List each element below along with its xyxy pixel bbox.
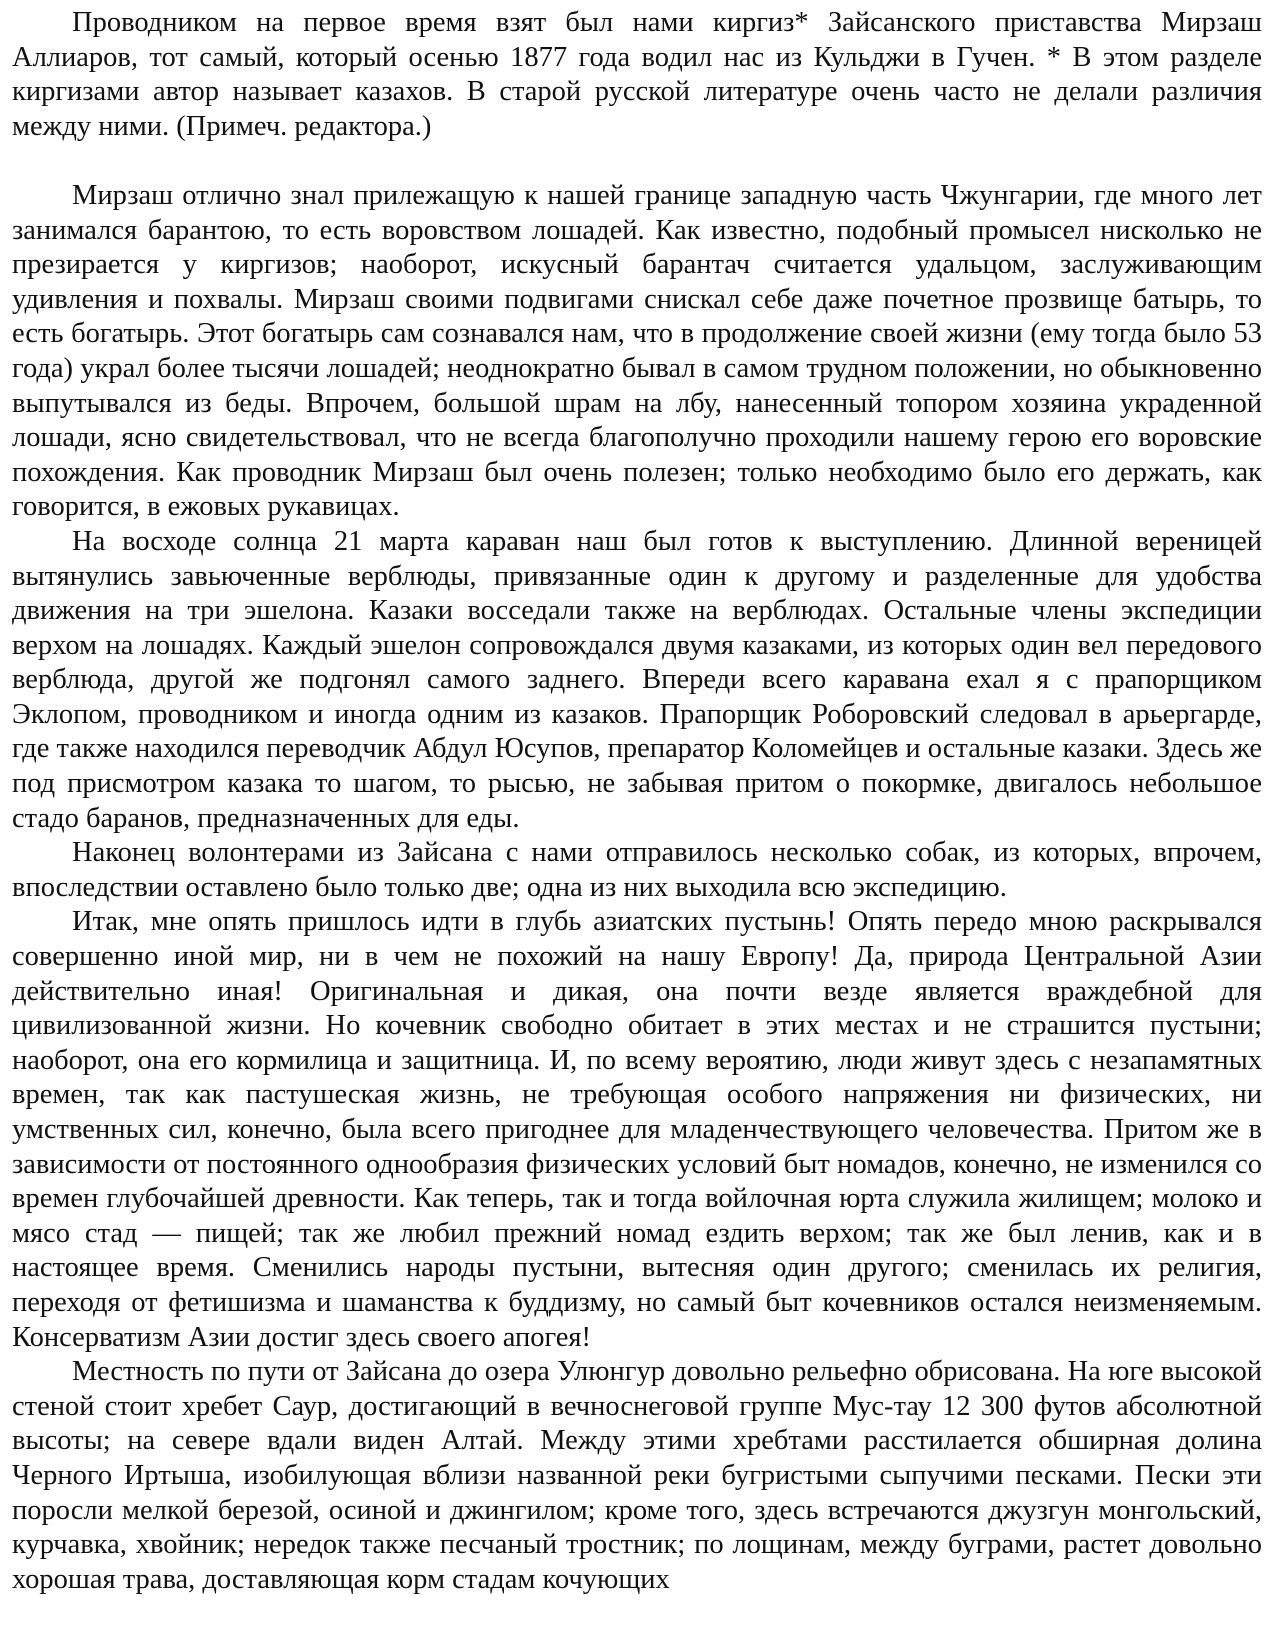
paragraph-2: Мирзаш отлично знал прилежащую к нашей границе западную часть Чжунгарии, где много лет занимался барантою, то есть воровством лошадей. Как известно, подобный промысел нисколько не презирается у киргизов; наоборот, искусный барантач считается удальцом, заслуживающим удивления и похвалы. Мирзаш своими подвигами снискал себе даже почетное прозвище батырь, то есть богатырь. Этот богатырь сам сознавался нам, что в продолжение своей жизни (ему тогда было 53 года) украл более тысячи лошадей; неоднократно бывал в самом трудном положении, но обыкновенно выпутывался из беды. Впрочем, большой шрам на лбу, нанесенный топором хозяина украденной лошади, ясно свидетельствовал, что не всегда благополучно проходили нашему герою его воровские похождения. Как проводник Мирзаш был очень полезен; только необходимо было его держать, как говорится, в ежовых рукавицах.	[12, 179, 1262, 523]
paragraph-5: Итак, мне опять пришлось идти в глубь азиатских пустынь! Опять передо мною раскрывался совершенно иной мир, ни в чем не похожий на нашу Европу! Да, природа Центральной Азии действительно иная! Оригинальная и дикая, она почти везде является враждебной для цивилизованной жизни. Но кочевник свободно обитает в этих местах и не страшится пустыни; наоборот, она его кормилица и защитница. И, по всему вероятию, люди живут здесь с незапамятных времен, так как пастушеская жизнь, не требующая особого напряжения ни физических, ни умственных сил, конечно, была всего пригоднее для младенчествующего человечества. Притом же в зависимости от постоянного однообразия физических условий быт номадов, конечно, не изменился со времен глубочайшей древности. Как теперь, так и тогда войлочная юрта служила жилищем; молоко и мясо стад — пищей; так же любил прежний номад ездить верхом; так же был ленив, как и в настоящее время. Сменились народы пустыни, вытесняя один другого; сменилась их религия, переходя от фетишизма и шаманства к буддизму, но самый быт кочевников остался неизменяемым. Консерватизм Азии достиг здесь своего апогея!	[12, 906, 1262, 1353]
paragraph-1: Проводником на первое время взят был нами киргиз* Зайсанского приставства Мирзаш Аллиаров, тот самый, который осенью 1877 года водил нас из Кульджи в Гучен. * В этом разделе киргизами автор называет казахов. В старой русской литературе очень часто не делали различия между ними. (Примеч. редактора.)	[12, 7, 1262, 142]
document-page	[12, 6, 1262, 1597]
paragraph-3: На восходе солнца 21 марта караван наш был готов к выступлению. Длинной вереницей вытянулись завьюченные верблюды, привязанные один к другому и разделенные для удобства движения на три эшелона. Казаки восседали также на верблюдах. Остальные члены экспедиции верхом на лошадях. Каждый эшелон сопровождался двумя казаками, из которых один вел передового верблюда, другой же подгонял самого заднего. Впереди всего каравана ехал я с прапорщиком Эклопом, проводником и иногда одним из казаков. Прапорщик Роборовский следовал в арьергарде, где также находился переводчик Абдул Юсупов, препаратор Коломейцев и остальные казаки. Здесь же под присмотром казака то шагом, то рысью, не забывая притом о покормке, двигалось небольшое стадо баранов, предназначенных для еды.	[12, 525, 1262, 834]
paragraph-4: Наконец волонтерами из Зайсана с нами отправилось несколько собак, из которых, впрочем, впоследствии оставлено было только две; одна из них выходила всю экспедицию.	[12, 837, 1262, 903]
paragraph-6: Местность по пути от Зайсана до озера Улюнгур довольно рельефно обрисована. На юге высокой стеной стоит хребет Саур, достигающий в вечноснеговой группе Мус-тау 12 300 футов абсолютной высоты; на севере вдали виден Алтай. Между этими хребтами расстилается обширная долина Черного Иртыша, изобилующая вблизи названной реки бугристыми сыпучими песками. Пески эти поросли мелкой березой, осиной и джингилом; кроме того, здесь встречаются джузгун монгольский, курчавка, хвойник; нередок также песчаный тростник; по лощинам, между буграми, растет довольно хорошая трава, доставляющая корм стадам кочующих	[12, 1356, 1262, 1595]
